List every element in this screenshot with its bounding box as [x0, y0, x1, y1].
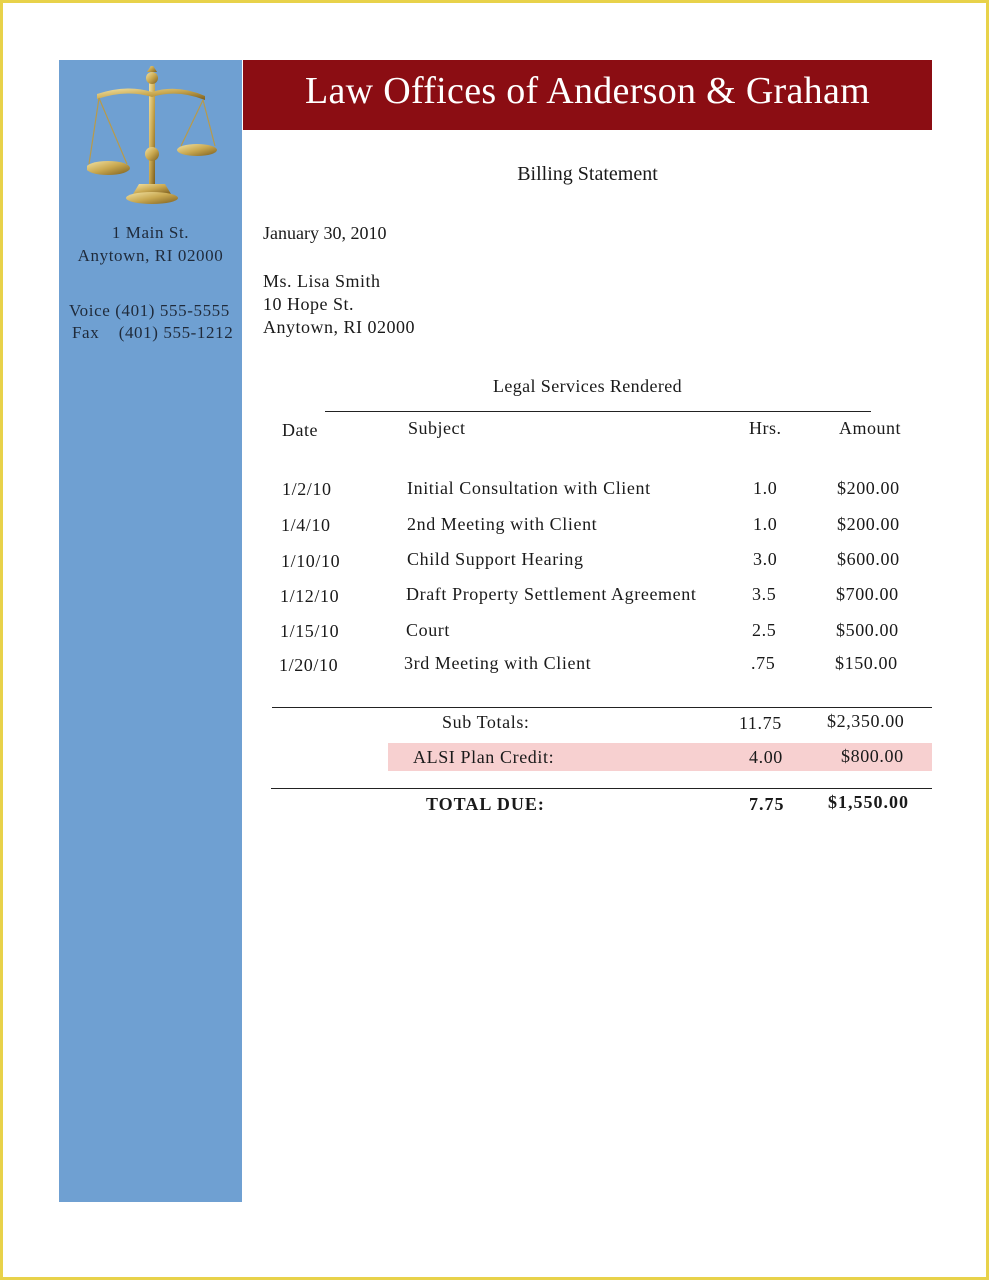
firm-name-title: Law Offices of Anderson & Graham	[304, 70, 870, 112]
total-due-amount: $1,550.00	[828, 792, 909, 812]
row-date: 1/15/10	[280, 621, 340, 641]
recipient-city: Anytown, RI 02000	[263, 317, 415, 337]
row-amount: $200.00	[837, 478, 900, 498]
recipient-address	[263, 270, 415, 339]
row-hours: 1.0	[753, 514, 778, 534]
credit-amount: $800.00	[841, 746, 904, 766]
subtotal-amount: $2,350.00	[827, 711, 905, 731]
column-header-date: Date	[282, 420, 318, 440]
firm-address-street: 1 Main St.	[111, 223, 190, 242]
row-hours: 2.5	[752, 620, 777, 640]
row-subject: 3rd Meeting with Client	[404, 653, 592, 673]
document-title: Billing Statement	[517, 163, 658, 185]
row-date: 1/2/10	[282, 479, 332, 499]
row-hours: 1.0	[753, 478, 778, 498]
recipient-name: Ms. Lisa Smith	[263, 271, 381, 291]
column-header-hours: Hrs.	[749, 418, 782, 438]
subtotal-rule	[272, 707, 932, 708]
statement-date: January 30, 2010	[263, 223, 387, 243]
row-subject: Child Support Hearing	[407, 549, 584, 569]
subtotal-label: Sub Totals:	[442, 712, 530, 732]
total-due-hours: 7.75	[749, 794, 785, 814]
row-amount: $150.00	[835, 653, 898, 673]
row-amount: $600.00	[837, 549, 900, 569]
services-section-title: Legal Services Rendered	[492, 376, 683, 396]
credit-hours: 4.00	[749, 747, 783, 767]
credit-label: ALSI Plan Credit:	[413, 747, 555, 767]
firm-address-city: Anytown, RI 02000	[77, 246, 224, 265]
header-rule	[325, 411, 871, 412]
firm-voice-phone: Voice (401) 555-5555	[69, 301, 230, 320]
row-hours: 3.5	[752, 584, 777, 604]
row-amount: $500.00	[836, 620, 899, 640]
row-hours: 3.0	[753, 549, 778, 569]
row-date: 1/4/10	[281, 515, 331, 535]
sidebar	[59, 60, 242, 1202]
firm-fax: Fax (401) 555-1212	[72, 323, 234, 342]
row-subject: Initial Consultation with Client	[407, 478, 651, 498]
total-due-label: TOTAL DUE:	[426, 794, 545, 814]
row-amount: $700.00	[836, 584, 899, 604]
row-subject: Draft Property Settlement Agreement	[406, 584, 697, 604]
recipient-street: 10 Hope St.	[263, 294, 354, 314]
column-header-subject: Subject	[408, 418, 466, 438]
row-amount: $200.00	[837, 514, 900, 534]
row-date: 1/10/10	[281, 551, 341, 571]
row-date: 1/12/10	[280, 586, 340, 606]
row-date: 1/20/10	[279, 655, 339, 675]
row-subject: Court	[406, 620, 451, 640]
subtotal-hours: 11.75	[739, 713, 782, 733]
column-header-amount: Amount	[839, 418, 902, 438]
header-bar	[243, 60, 932, 130]
row-hours: .75	[751, 653, 776, 673]
row-subject: 2nd Meeting with Client	[407, 514, 598, 534]
scales-of-justice-icon	[87, 66, 217, 206]
total-rule	[271, 788, 932, 789]
